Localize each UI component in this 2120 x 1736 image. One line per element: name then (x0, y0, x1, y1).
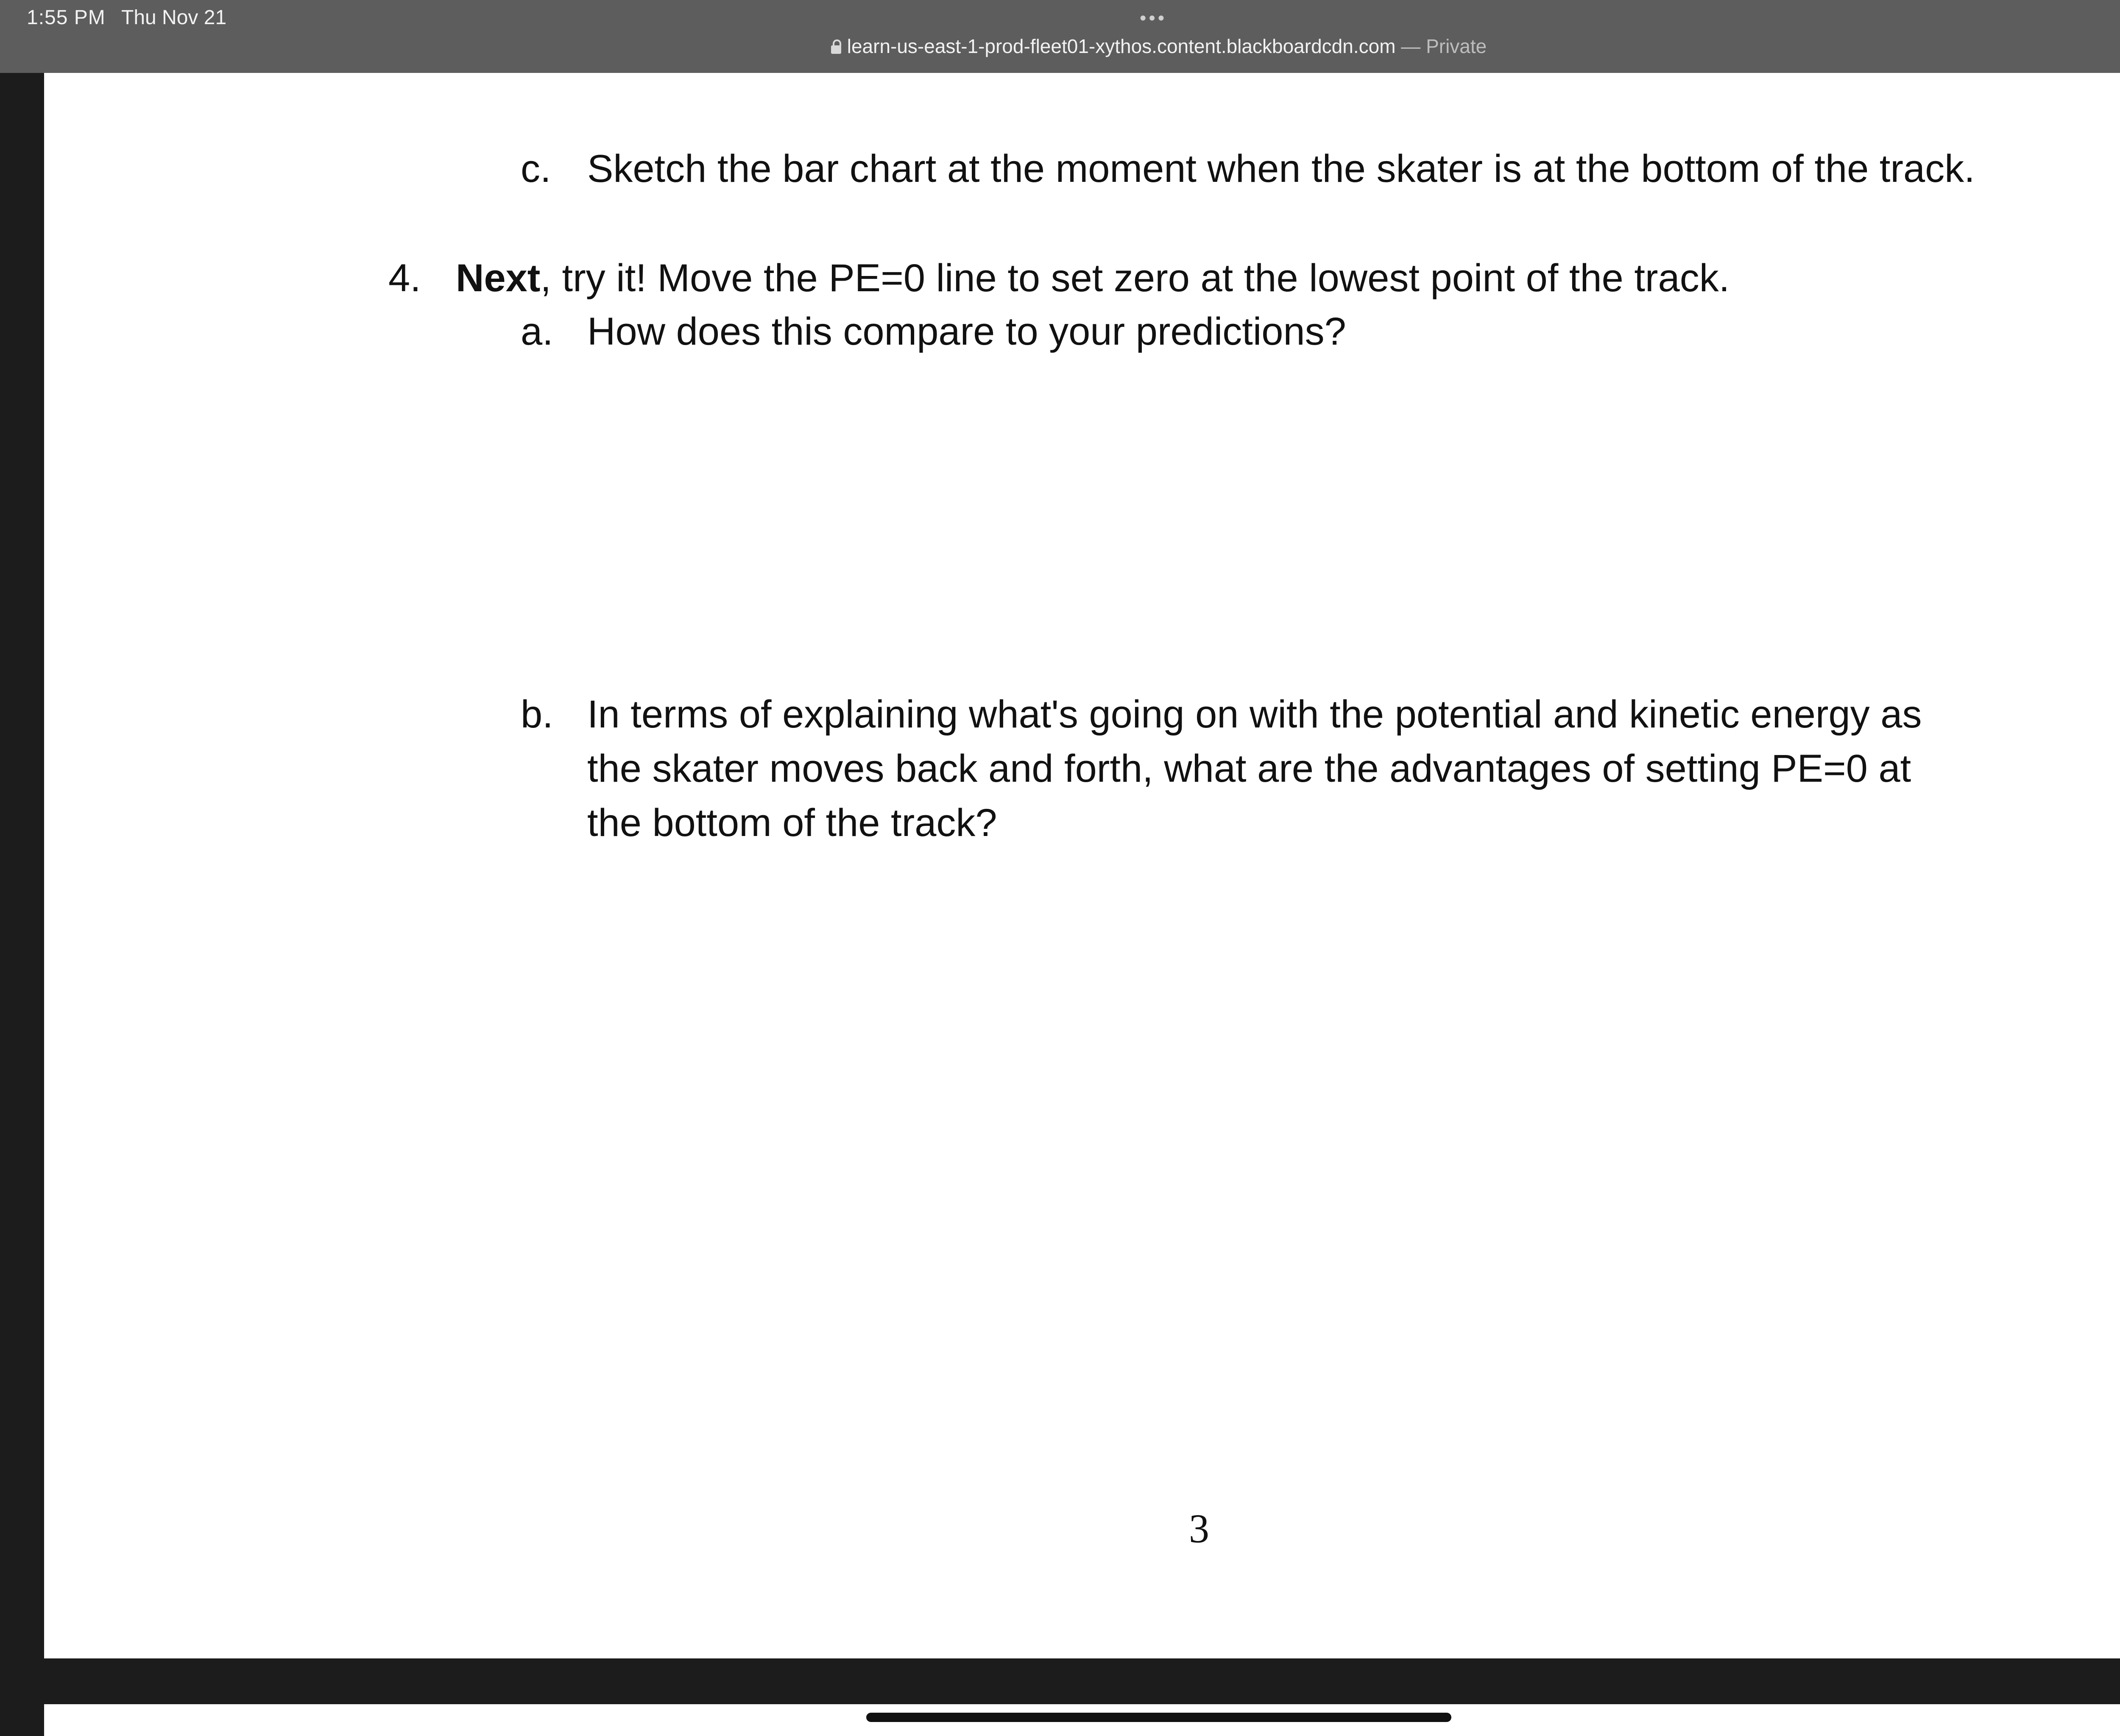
item-b-line-1: In terms of explaining what's going on with the potential and kinetic energy as (587, 693, 1922, 736)
item-b-line-3: the bottom of the track? (587, 801, 997, 844)
item-a-text: How does this compare to your predictions? (587, 310, 1346, 353)
item-a-marker: a. (521, 310, 553, 353)
question-4-text (456, 251, 1729, 305)
url-text: learn-us-east-1-prod-fleet01-xythos.content.blackboardcdn.com (847, 35, 1396, 57)
item-c-marker: c. (521, 147, 551, 190)
address-bar[interactable] (0, 35, 2120, 58)
more-options-icon[interactable]: ••• (1140, 8, 1167, 28)
private-mode-label: Private (1426, 35, 1487, 57)
status-date: Thu Nov 21 (121, 6, 227, 29)
home-indicator[interactable] (866, 1713, 1451, 1722)
url-separator: — (1395, 35, 1426, 57)
item-c-text: Sketch the bar chart at the moment when the skater is at the bottom of the track. (587, 147, 1975, 190)
page-number: 3 (1189, 1506, 1209, 1551)
browser-top-bar (0, 0, 2120, 73)
question-4-number: 4. (388, 256, 421, 300)
status-time: 1:55 PM (27, 6, 106, 29)
item-b-marker: b. (521, 693, 553, 736)
question-4-lead: Next (456, 256, 541, 300)
item-b-line-2: the skater moves back and forth, what are the advantages of setting PE=0 at (587, 747, 1911, 790)
document-page (44, 73, 2120, 1658)
question-4-body: , try it! Move the PE=0 line to set zero at the lowest point of the track. (540, 256, 1730, 300)
lock-icon (831, 45, 841, 54)
